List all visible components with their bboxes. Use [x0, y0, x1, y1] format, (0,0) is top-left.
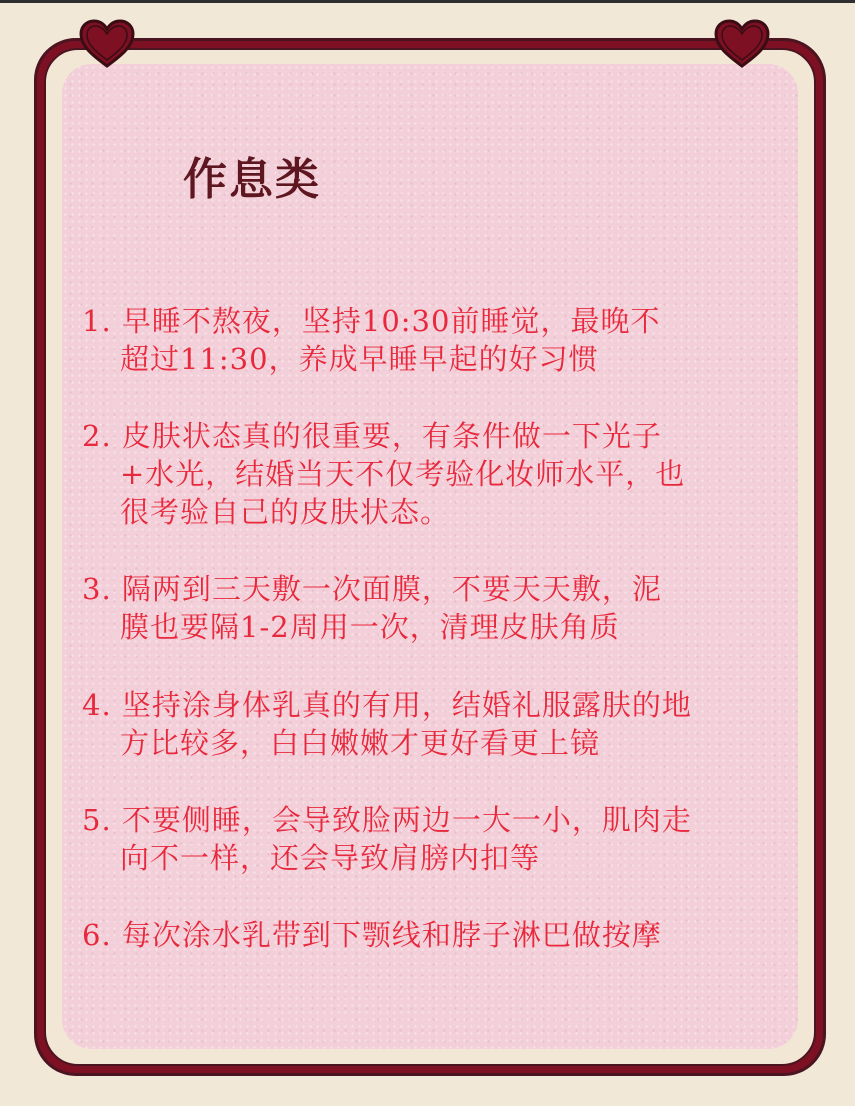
list-item [82, 302, 782, 378]
list-item-line: 3. 隔两到三天敷一次面膜，不要天天敷，泥 [82, 572, 662, 606]
list-item [82, 417, 782, 531]
list-item-line: 膜也要隔1-2周用一次，清理皮肤角质 [120, 610, 620, 644]
list-item-line: 方比较多，白白嫩嫩才更好看更上镜 [120, 726, 601, 760]
top-strip [0, 0, 855, 3]
list-item-line: +水光，结婚当天不仅考验化妆师水平，也 [120, 457, 686, 491]
list-item-line: 5. 不要侧睡，会导致脸两边一大一小，肌肉走 [82, 803, 692, 837]
heart-icon [713, 18, 771, 70]
list-item [82, 686, 782, 762]
content-panel [62, 64, 798, 1049]
list-item [82, 916, 782, 954]
list-item [82, 570, 782, 646]
list-item-line: 4. 坚持涂身体乳真的有用，结婚礼服露肤的地 [82, 688, 692, 722]
heart-icon [78, 18, 136, 70]
list-item-line: 很考验自己的皮肤状态。 [120, 495, 451, 529]
list-item-line: 6. 每次涂水乳带到下颚线和脖子淋巴做按摩 [82, 918, 662, 952]
list-item-line: 1. 早睡不熬夜，坚持10:30前睡觉，最晚不 [82, 304, 661, 338]
list-item-line: 超过11:30，养成早睡早起的好习惯 [120, 342, 599, 376]
page-title: 作息类 [183, 154, 321, 205]
list-item-line: 向不一样，还会导致肩膀内扣等 [120, 841, 541, 875]
list-item [82, 801, 782, 877]
list-item-line: 2. 皮肤状态真的很重要，有条件做一下光子 [82, 419, 662, 453]
